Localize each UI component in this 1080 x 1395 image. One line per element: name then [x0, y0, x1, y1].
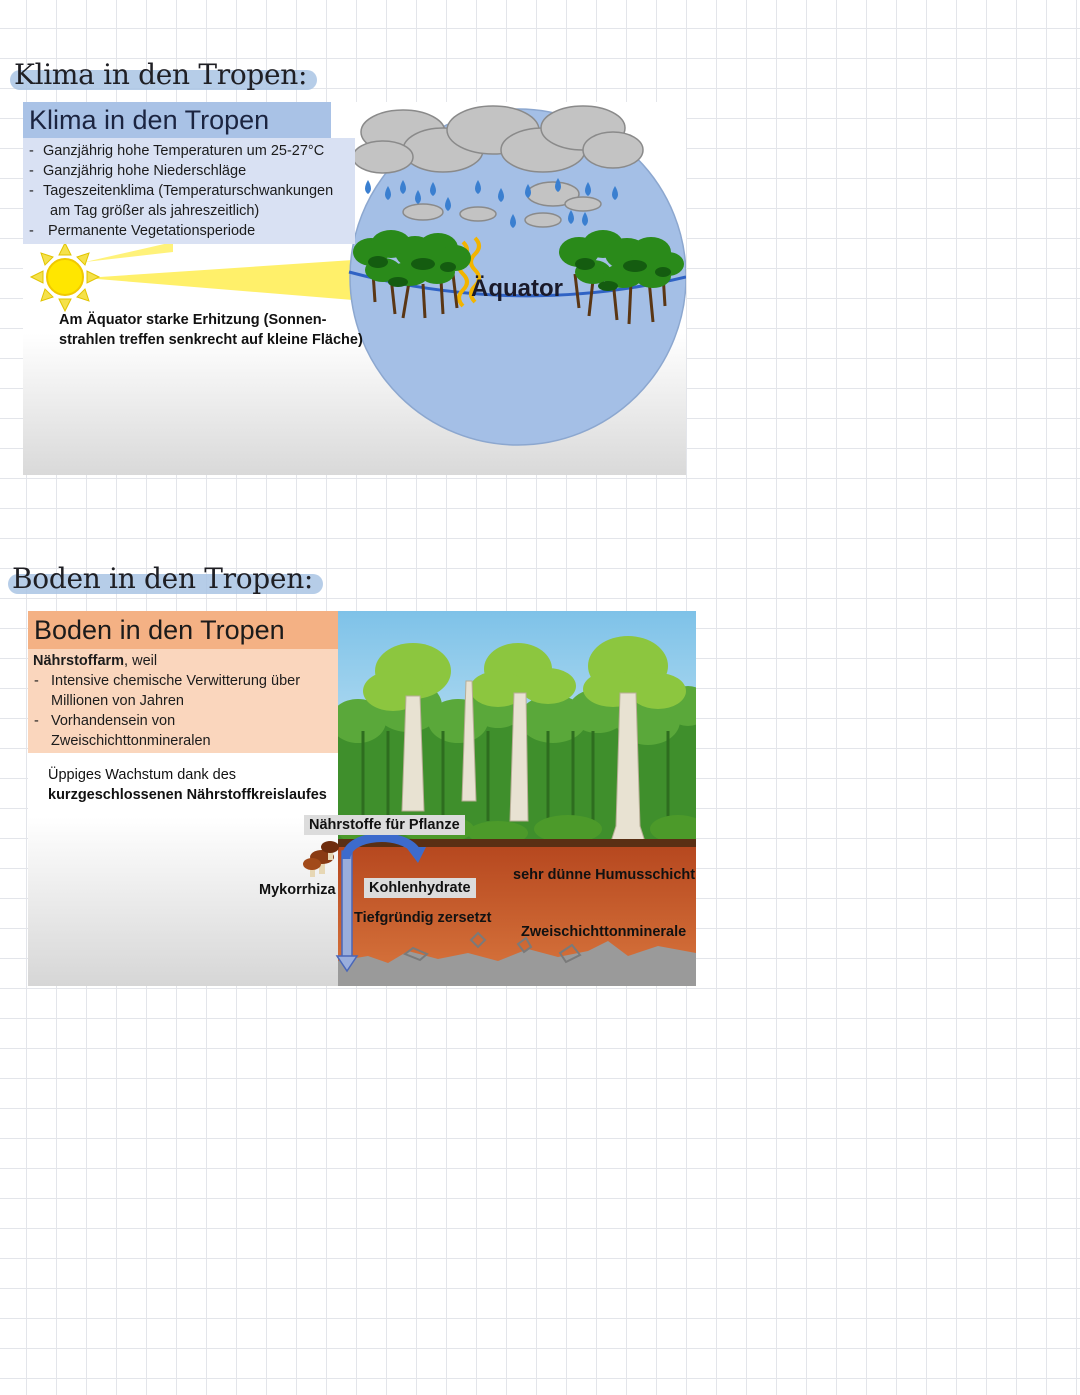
klima-heading — [10, 58, 317, 91]
label-zweischichttonminerale: Zweischichttonminerale — [521, 924, 687, 940]
intro-rest: , weil — [124, 653, 158, 669]
boden-slide-title: Boden in den Tropen — [28, 611, 338, 649]
boden-slide — [28, 611, 696, 986]
sun-ray-main — [85, 260, 353, 300]
list-item — [23, 181, 355, 221]
sun-icon — [31, 243, 99, 311]
bullet-text: Permanente Vegetationsperiode — [48, 223, 256, 239]
boden-intro — [33, 651, 338, 671]
klima-slide-title: Klima in den Tropen — [23, 102, 331, 138]
wachstum-text — [48, 765, 327, 805]
label-humusschicht: sehr dünne Humusschicht — [513, 867, 696, 883]
equator-label: Äquator — [471, 275, 563, 302]
boden-heading-text: Boden in den Tropen: — [12, 562, 314, 595]
caption-line: strahlen treffen senkrecht auf kleine Fläche) — [59, 332, 363, 348]
bullet-text: Ganzjährig hohe Temperaturen um 25-27°C — [43, 143, 325, 159]
klima-heading-text: Klima in den Tropen: — [14, 58, 308, 91]
klima-bullet-list — [23, 138, 355, 244]
wachstum-line: Üppiges Wachstum dank des — [48, 767, 237, 783]
label-naehrstoffe: Nährstoffe für Pflanze — [304, 815, 465, 835]
bullet-continuation: am Tag größer als jahreszeitlich) — [50, 203, 260, 219]
label-kohlenhydrate: Kohlenhydrate — [364, 878, 476, 898]
mushroom-icon — [303, 841, 339, 877]
bullet-continuation: Zweischichttonmineralen — [51, 733, 211, 749]
label-tiefgruendig: Tiefgründig zersetzt — [354, 910, 492, 926]
bullet-text: Ganzjährig hohe Niederschläge — [43, 163, 247, 179]
bullet-text: - Vorhandensein von — [51, 713, 176, 729]
list-item — [23, 161, 355, 181]
caption-line: Am Äquator starke Erhitzung (Sonnen- — [59, 312, 327, 328]
sun-ray-top — [85, 242, 173, 262]
intro-bold: Nährstoffarm — [33, 653, 125, 669]
boden-bullet-list — [33, 671, 338, 751]
list-item — [23, 141, 355, 161]
bullet-text: Tageszeitenklima (Temperaturschwankungen — [43, 183, 334, 199]
bullet-text: - Intensive chemische Verwitterung über — [51, 673, 301, 689]
bullet-continuation: Millionen von Jahren — [51, 693, 184, 709]
list-item — [33, 711, 338, 751]
boden-heading — [8, 562, 323, 595]
wachstum-line-bold: kurzgeschlossenen Nährstoffkreislaufes — [48, 787, 327, 803]
klima-caption — [59, 310, 379, 350]
klima-slide — [23, 102, 686, 475]
boden-info-box — [28, 649, 338, 753]
list-item — [33, 671, 338, 711]
list-item — [23, 221, 355, 241]
label-mykorrhiza: Mykorrhiza — [259, 882, 336, 898]
